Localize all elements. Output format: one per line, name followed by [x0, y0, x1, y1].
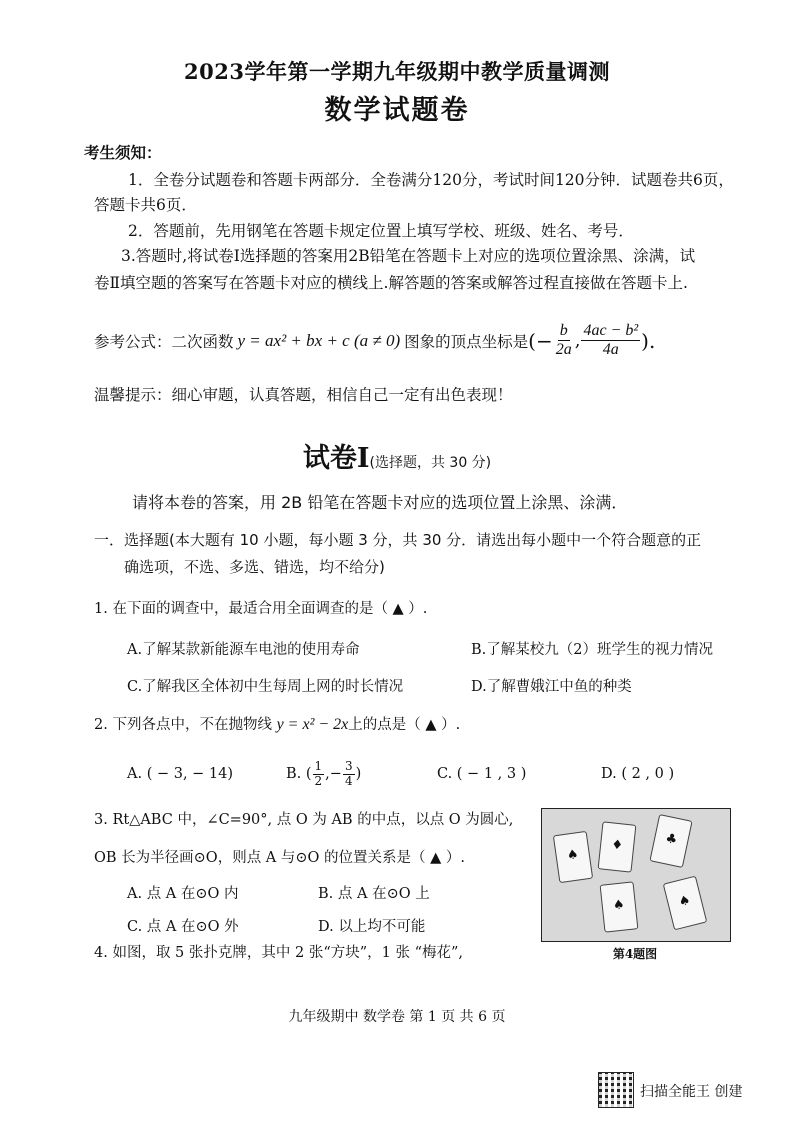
- notice-item-1a: 1．全卷分试题卷和答题卡两部分．全卷满分120分，考试时间120分钟．试题卷共6页，: [128, 171, 734, 189]
- section-instruction: 请将本卷的答案，用 2B 铅笔在答题卡对应的选项位置上涂黑、涂满．: [132, 493, 628, 512]
- q3-stem-a: 3. Rt△ABC 中，∠C=90°, 点 O 为 AB 的中点，以点 O 为圆心,: [94, 812, 514, 828]
- q1-option-c: C.了解我区全体初中生每周上网的时长情况: [127, 679, 404, 695]
- formula-open: (−: [528, 328, 553, 353]
- formula-frac-1-num: b: [558, 322, 570, 341]
- q2-stem-expr: y = x² − 2x: [276, 716, 349, 733]
- q3-option-a: A. 点 A 在⊙O 内: [127, 886, 239, 902]
- q2-option-b-pre: B. (: [286, 766, 312, 783]
- scanner-watermark: 扫描全能王 创建: [640, 1084, 743, 1100]
- section-title-big: 试卷Ⅰ: [302, 443, 370, 474]
- q3-option-c: C. 点 A 在⊙O 外: [127, 919, 239, 935]
- q2-option-b-frac-2-den: 4: [344, 773, 353, 788]
- tip-text: 温馨提示：细心审题，认真答题，相信自己一定有出色表现！: [94, 386, 513, 404]
- formula-label: 参考公式：二次函数: [94, 332, 234, 351]
- playing-card-5: ♠: [663, 876, 708, 931]
- formula-frac-1-den: 2a: [555, 341, 572, 359]
- q2-option-c: C. ( − 1 , 3 ): [437, 766, 527, 782]
- formula-expression: y = ax² + bx + c (a ≠ 0): [237, 330, 401, 350]
- playing-card-4: ♠: [600, 881, 639, 932]
- playing-card-2: ♦: [598, 821, 637, 872]
- formula-frac-2-num: 4ac − b²: [581, 322, 640, 341]
- part1-heading-a: 一．选择题(本大题有 10 小题，每小题 3 分，共 30 分．请选出每小题中一个符合题意的正: [94, 531, 702, 549]
- q2-option-b-frac-1: [313, 760, 325, 789]
- q2-stem-a: 2. 下列各点中，不在抛物线: [94, 717, 272, 733]
- formula-frac-2: [581, 322, 640, 360]
- q1-option-a: A.了解某款新能源车电池的使用寿命: [127, 642, 360, 658]
- playing-card-3: ♣: [649, 814, 692, 868]
- exam-subtitle: 数学试题卷: [324, 95, 470, 126]
- q2-option-b-mid: ,−: [325, 766, 342, 783]
- playing-card-1: ♠: [553, 831, 593, 883]
- q1-stem: 1. 在下面的调查中，最适合用全面调查的是（ ▲ ）.: [94, 601, 428, 617]
- notice-item-1b: 答题卡共6页．: [94, 196, 197, 214]
- q3-option-b: B. 点 A 在⊙O 上: [318, 886, 430, 902]
- formula-frac-2-den: 4a: [602, 341, 619, 359]
- formula-comma: ,: [574, 330, 581, 352]
- figure-caption: 第4题图: [612, 947, 658, 961]
- q1-option-b: B.了解某校九（2）班学生的视力情况: [471, 642, 713, 658]
- q2-option-a: A. ( − 3, − 14): [127, 766, 234, 782]
- q2-stem: [94, 713, 460, 734]
- q4-stem: 4. 如图，取 5 张扑克牌，其中 2 张“方块”，1 张 “梅花”,: [94, 945, 464, 961]
- q2-option-b-frac-1-num: 1: [314, 759, 323, 773]
- section-title-small: (选择题，共 30 分): [369, 455, 492, 471]
- qr-code-icon: [598, 1072, 634, 1108]
- q3-option-d: D. 以上均不可能: [318, 919, 426, 935]
- q2-option-d: D. ( 2 , 0 ): [601, 766, 675, 782]
- notice-item-2: 2．答题前，先用钢笔在答题卡规定位置上填写学校、班级、姓名、考号．: [128, 222, 634, 240]
- q2-option-b: [286, 760, 361, 789]
- q2-option-b-frac-1-den: 2: [314, 773, 323, 788]
- page-footer: 九年级期中 数学卷 第 1 页 共 6 页: [288, 1009, 506, 1025]
- q2-option-b-frac-2: [343, 760, 355, 789]
- q2-option-b-post: ): [355, 766, 362, 783]
- reference-formula: [94, 322, 655, 360]
- notice-item-3b: 卷Ⅱ填空题的答案写在答题卡对应的横线上.解答题的答案或解答过程直接做在答题卡上.: [94, 274, 688, 292]
- section-title: [0, 436, 794, 475]
- q4-figure-playing-cards: [541, 808, 731, 942]
- q2-stem-b: 上的点是（ ▲ ）.: [348, 717, 461, 733]
- formula-close: ).: [641, 328, 656, 353]
- q3-stem-b: OB 长为半径画⊙O，则点 A 与⊙O 的位置关系是（ ▲ ）.: [94, 850, 466, 866]
- q2-option-b-frac-2-num: 3: [344, 759, 353, 773]
- notice-heading: 考生须知：: [84, 143, 162, 162]
- part1-heading-b: 确选项，不选、多选、错选，均不给分): [124, 558, 385, 576]
- formula-mid: 图象的顶点坐标是: [404, 332, 529, 351]
- notice-item-3a: 3.答题时,将试卷Ⅰ选择题的答案用2B铅笔在答题卡上对应的选项位置涂黑、涂满，试: [121, 247, 696, 265]
- q1-option-d: D.了解曹娥江中鱼的种类: [471, 679, 632, 695]
- formula-frac-1: [554, 322, 574, 360]
- exam-title: 2023学年第一学期九年级期中教学质量调测: [184, 59, 610, 84]
